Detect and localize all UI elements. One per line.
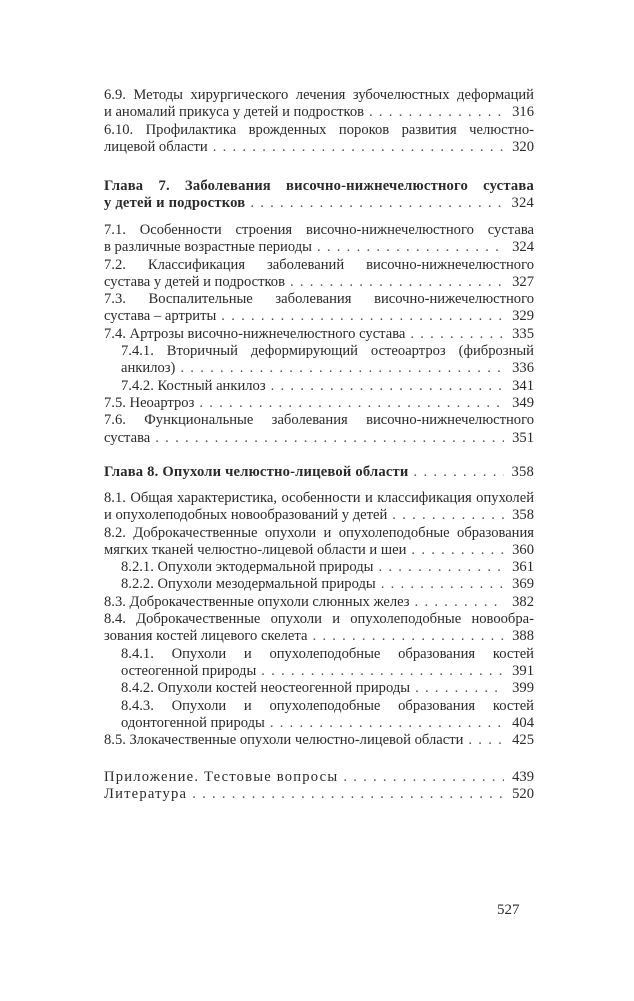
toc-entry-text: Приложение. Тестовые вопросы bbox=[104, 769, 339, 785]
toc-entry-last-line bbox=[104, 195, 534, 212]
toc-page-number: 358 bbox=[512, 507, 534, 524]
toc-entry-text: зования костей лицевого скелета bbox=[104, 628, 308, 645]
dot-leader bbox=[271, 378, 504, 395]
toc-entry[interactable] bbox=[104, 769, 534, 786]
toc-entry[interactable] bbox=[104, 378, 534, 395]
dot-leader bbox=[415, 680, 504, 697]
toc-page-number: 520 bbox=[512, 786, 534, 803]
toc-entry-last-line bbox=[121, 680, 534, 697]
toc-page-number: 369 bbox=[512, 576, 534, 593]
toc-entry-text: мягких тканей челюстно-лицевой области и шеи bbox=[104, 541, 407, 558]
toc-entry[interactable] bbox=[104, 576, 534, 593]
toc-entry[interactable] bbox=[104, 559, 534, 576]
toc-entry-last-line bbox=[121, 715, 534, 732]
toc-entry-last-line bbox=[104, 326, 534, 343]
dot-leader bbox=[317, 239, 504, 256]
toc-entry-last-line bbox=[104, 594, 534, 611]
toc-entry-text: 8.2. Доброкачественные опухоли и опухолеподобные образования bbox=[104, 524, 534, 541]
toc-entry[interactable] bbox=[104, 257, 534, 292]
page-number: 527 bbox=[497, 902, 520, 918]
dot-leader bbox=[199, 395, 504, 412]
toc-entry-text: 7.6. Функциональные заболевания височно-нижнечелюстного bbox=[104, 412, 534, 429]
toc-page-number: 341 bbox=[512, 377, 534, 394]
toc-entry[interactable] bbox=[104, 732, 534, 749]
dot-leader bbox=[312, 628, 504, 645]
toc-entry[interactable] bbox=[104, 178, 534, 213]
toc-entry-text: в различные возрастные периоды bbox=[104, 239, 312, 256]
toc-entry-text: 7.4. Артрозы височно-нижнечелюстного сустава bbox=[104, 325, 406, 342]
toc-entry-last-line bbox=[104, 395, 534, 412]
dot-leader bbox=[369, 104, 504, 121]
toc-entry[interactable] bbox=[104, 464, 534, 481]
toc-page-number: 327 bbox=[512, 273, 534, 290]
toc-entry-text: лицевой области bbox=[104, 138, 208, 155]
dot-leader bbox=[392, 507, 504, 524]
dot-leader bbox=[410, 326, 504, 343]
toc-entry[interactable] bbox=[104, 680, 534, 697]
toc-entry-text: 8.4.3. Опухоли и опухолеподобные образования костей bbox=[121, 697, 534, 714]
toc-entry-text: 7.4.2. Костный анкилоз bbox=[121, 377, 266, 394]
toc-entry-text: сустава bbox=[104, 429, 151, 446]
dot-leader bbox=[270, 715, 504, 732]
toc-page-number: 391 bbox=[512, 662, 534, 679]
toc-entry-text: и опухолеподобных новообразований у детей bbox=[104, 507, 388, 524]
toc-entry[interactable] bbox=[104, 594, 534, 611]
toc-chapter-7-heading bbox=[104, 178, 534, 213]
toc-entry-text: одонтогенной природы bbox=[121, 714, 265, 731]
dot-leader bbox=[378, 559, 504, 576]
toc-entry-text: 7.4.1. Вторичный деформирующий остеоартроз (фиброзный bbox=[121, 343, 534, 360]
toc-chapter-8-heading bbox=[104, 464, 534, 481]
toc-page-number: 404 bbox=[512, 714, 534, 731]
toc-page-number: 324 bbox=[511, 195, 534, 212]
toc-entry[interactable] bbox=[104, 525, 534, 560]
toc-entry[interactable] bbox=[104, 490, 534, 525]
dot-leader bbox=[411, 542, 504, 559]
toc-entry-text: 7.2. Классификация заболеваний височно-нижнечелюстного bbox=[104, 256, 534, 273]
toc-entry[interactable] bbox=[104, 646, 534, 681]
toc-entry[interactable] bbox=[104, 326, 534, 343]
dot-leader bbox=[221, 308, 504, 325]
toc-entry-last-line bbox=[121, 360, 534, 377]
toc-page-number: 336 bbox=[512, 360, 534, 377]
toc-section-chapter-7 bbox=[104, 222, 534, 447]
toc-entry-text: 8.3. Доброкачественные опухоли слюнных желез bbox=[104, 593, 410, 610]
toc-entry-last-line bbox=[104, 430, 534, 447]
toc-entry-text: Литература bbox=[104, 786, 188, 803]
toc-page-number: 388 bbox=[512, 628, 534, 645]
toc-entry-text: и аномалий прикуса у детей и подростков bbox=[104, 104, 365, 121]
toc-entry-last-line bbox=[121, 378, 534, 395]
toc-entry-text: у детей и подростков bbox=[104, 195, 246, 212]
toc-entry-text: сустава – артриты bbox=[104, 308, 217, 325]
dot-leader bbox=[343, 769, 504, 786]
toc-entry-text: 7.5. Неоартроз bbox=[104, 394, 195, 411]
toc-page-number: 324 bbox=[512, 239, 534, 256]
dot-leader bbox=[415, 594, 504, 611]
toc-entry-last-line bbox=[104, 786, 534, 803]
toc-entry-last-line bbox=[104, 464, 534, 481]
toc-page-number: 358 bbox=[511, 464, 534, 480]
toc-entry-last-line bbox=[104, 732, 534, 749]
toc-entry-last-line bbox=[104, 507, 534, 524]
toc-entry-text: 8.4.1. Опухоли и опухолеподобные образования костей bbox=[121, 645, 534, 662]
dot-leader bbox=[213, 139, 504, 156]
toc-entry-text: анкилоз) bbox=[121, 360, 176, 377]
toc-entry-last-line bbox=[121, 559, 534, 576]
dot-leader bbox=[290, 274, 504, 291]
dot-leader bbox=[250, 195, 504, 212]
toc-entry[interactable] bbox=[104, 343, 534, 378]
toc-entry[interactable] bbox=[104, 87, 534, 122]
toc-entry-text: 8.2.2. Опухоли мезодермальной природы bbox=[121, 576, 376, 593]
toc-entry-text: 7.3. Воспалительные заболевания височно-нижечелюстного bbox=[104, 291, 534, 308]
toc-entry-last-line bbox=[104, 628, 534, 645]
toc-entry-text: Глава 7. Заболевания височно-нижнечелюстного сустава bbox=[104, 178, 534, 194]
toc-page-number: 320 bbox=[512, 138, 534, 155]
toc-entry-text: 6.9. Методы хирургического лечения зубочелюстных деформаций bbox=[104, 87, 534, 103]
toc-page-number: 361 bbox=[512, 559, 534, 576]
dot-leader bbox=[261, 663, 504, 680]
toc-page-number: 425 bbox=[512, 732, 534, 749]
toc-page-number: 316 bbox=[512, 104, 534, 121]
toc-page-number: 335 bbox=[512, 325, 534, 342]
toc-entry-last-line bbox=[104, 239, 534, 256]
toc-entry-text: 6.10. Профилактика врожденных пороков развития челюстно- bbox=[104, 121, 534, 138]
toc-entry[interactable] bbox=[104, 786, 534, 803]
toc-entry-text: 8.1. Общая характеристика, особенности и классификация опухолей bbox=[104, 490, 534, 506]
toc-entry-last-line bbox=[104, 274, 534, 291]
toc-entry-text: остеогенной природы bbox=[121, 662, 257, 679]
toc-entry[interactable] bbox=[104, 611, 534, 646]
toc-entry[interactable] bbox=[104, 698, 534, 733]
toc-entry-last-line bbox=[104, 104, 534, 121]
dot-leader bbox=[414, 464, 504, 481]
toc-entry[interactable] bbox=[104, 122, 534, 157]
toc-entry-last-line bbox=[104, 308, 534, 325]
toc-entry[interactable] bbox=[104, 222, 534, 257]
toc-entry-last-line bbox=[121, 576, 534, 593]
toc-page-number: 360 bbox=[512, 541, 534, 558]
dot-leader bbox=[468, 732, 504, 749]
toc-section-appendix bbox=[104, 769, 534, 804]
toc-section-chapter-6-tail bbox=[104, 87, 534, 156]
dot-leader bbox=[180, 360, 504, 377]
toc-entry-text: 8.5. Злокачественные опухоли челюстно-лицевой области bbox=[104, 732, 464, 749]
toc-section-chapter-8 bbox=[104, 490, 534, 749]
dot-leader bbox=[381, 576, 504, 593]
toc-entry-text: 8.4. Доброкачественные опухоли и опухолеподобные новообра- bbox=[104, 611, 534, 628]
toc-entry-last-line bbox=[121, 663, 534, 680]
toc-entry-last-line bbox=[104, 139, 534, 156]
toc-entry-text: 8.2.1. Опухоли эктодермальной природы bbox=[121, 559, 374, 576]
toc-entry-text: сустава у детей и подростков bbox=[104, 273, 285, 290]
toc-entry-last-line bbox=[104, 769, 534, 786]
toc-page-number: 382 bbox=[512, 593, 534, 610]
toc-entry[interactable] bbox=[104, 291, 534, 326]
toc-entry-text: 8.4.2. Опухоли костей неостеогенной природы bbox=[121, 680, 411, 697]
toc-entry-text: Глава 8. Опухоли челюстно-лицевой области bbox=[104, 464, 409, 480]
toc-page-number: 399 bbox=[512, 680, 534, 697]
toc-entry-last-line bbox=[104, 542, 534, 559]
toc-page-number: 349 bbox=[512, 394, 534, 411]
toc-entry-text: 7.1. Особенности строения височно-нижнечелюстного сустава bbox=[104, 222, 534, 238]
toc-page-number: 329 bbox=[512, 308, 534, 325]
dot-leader bbox=[192, 786, 504, 803]
toc-page-number: 351 bbox=[512, 429, 534, 446]
toc-entry[interactable] bbox=[104, 395, 534, 412]
toc-entry[interactable] bbox=[104, 412, 534, 447]
dot-leader bbox=[155, 430, 504, 447]
toc-page-number: 439 bbox=[512, 769, 534, 785]
